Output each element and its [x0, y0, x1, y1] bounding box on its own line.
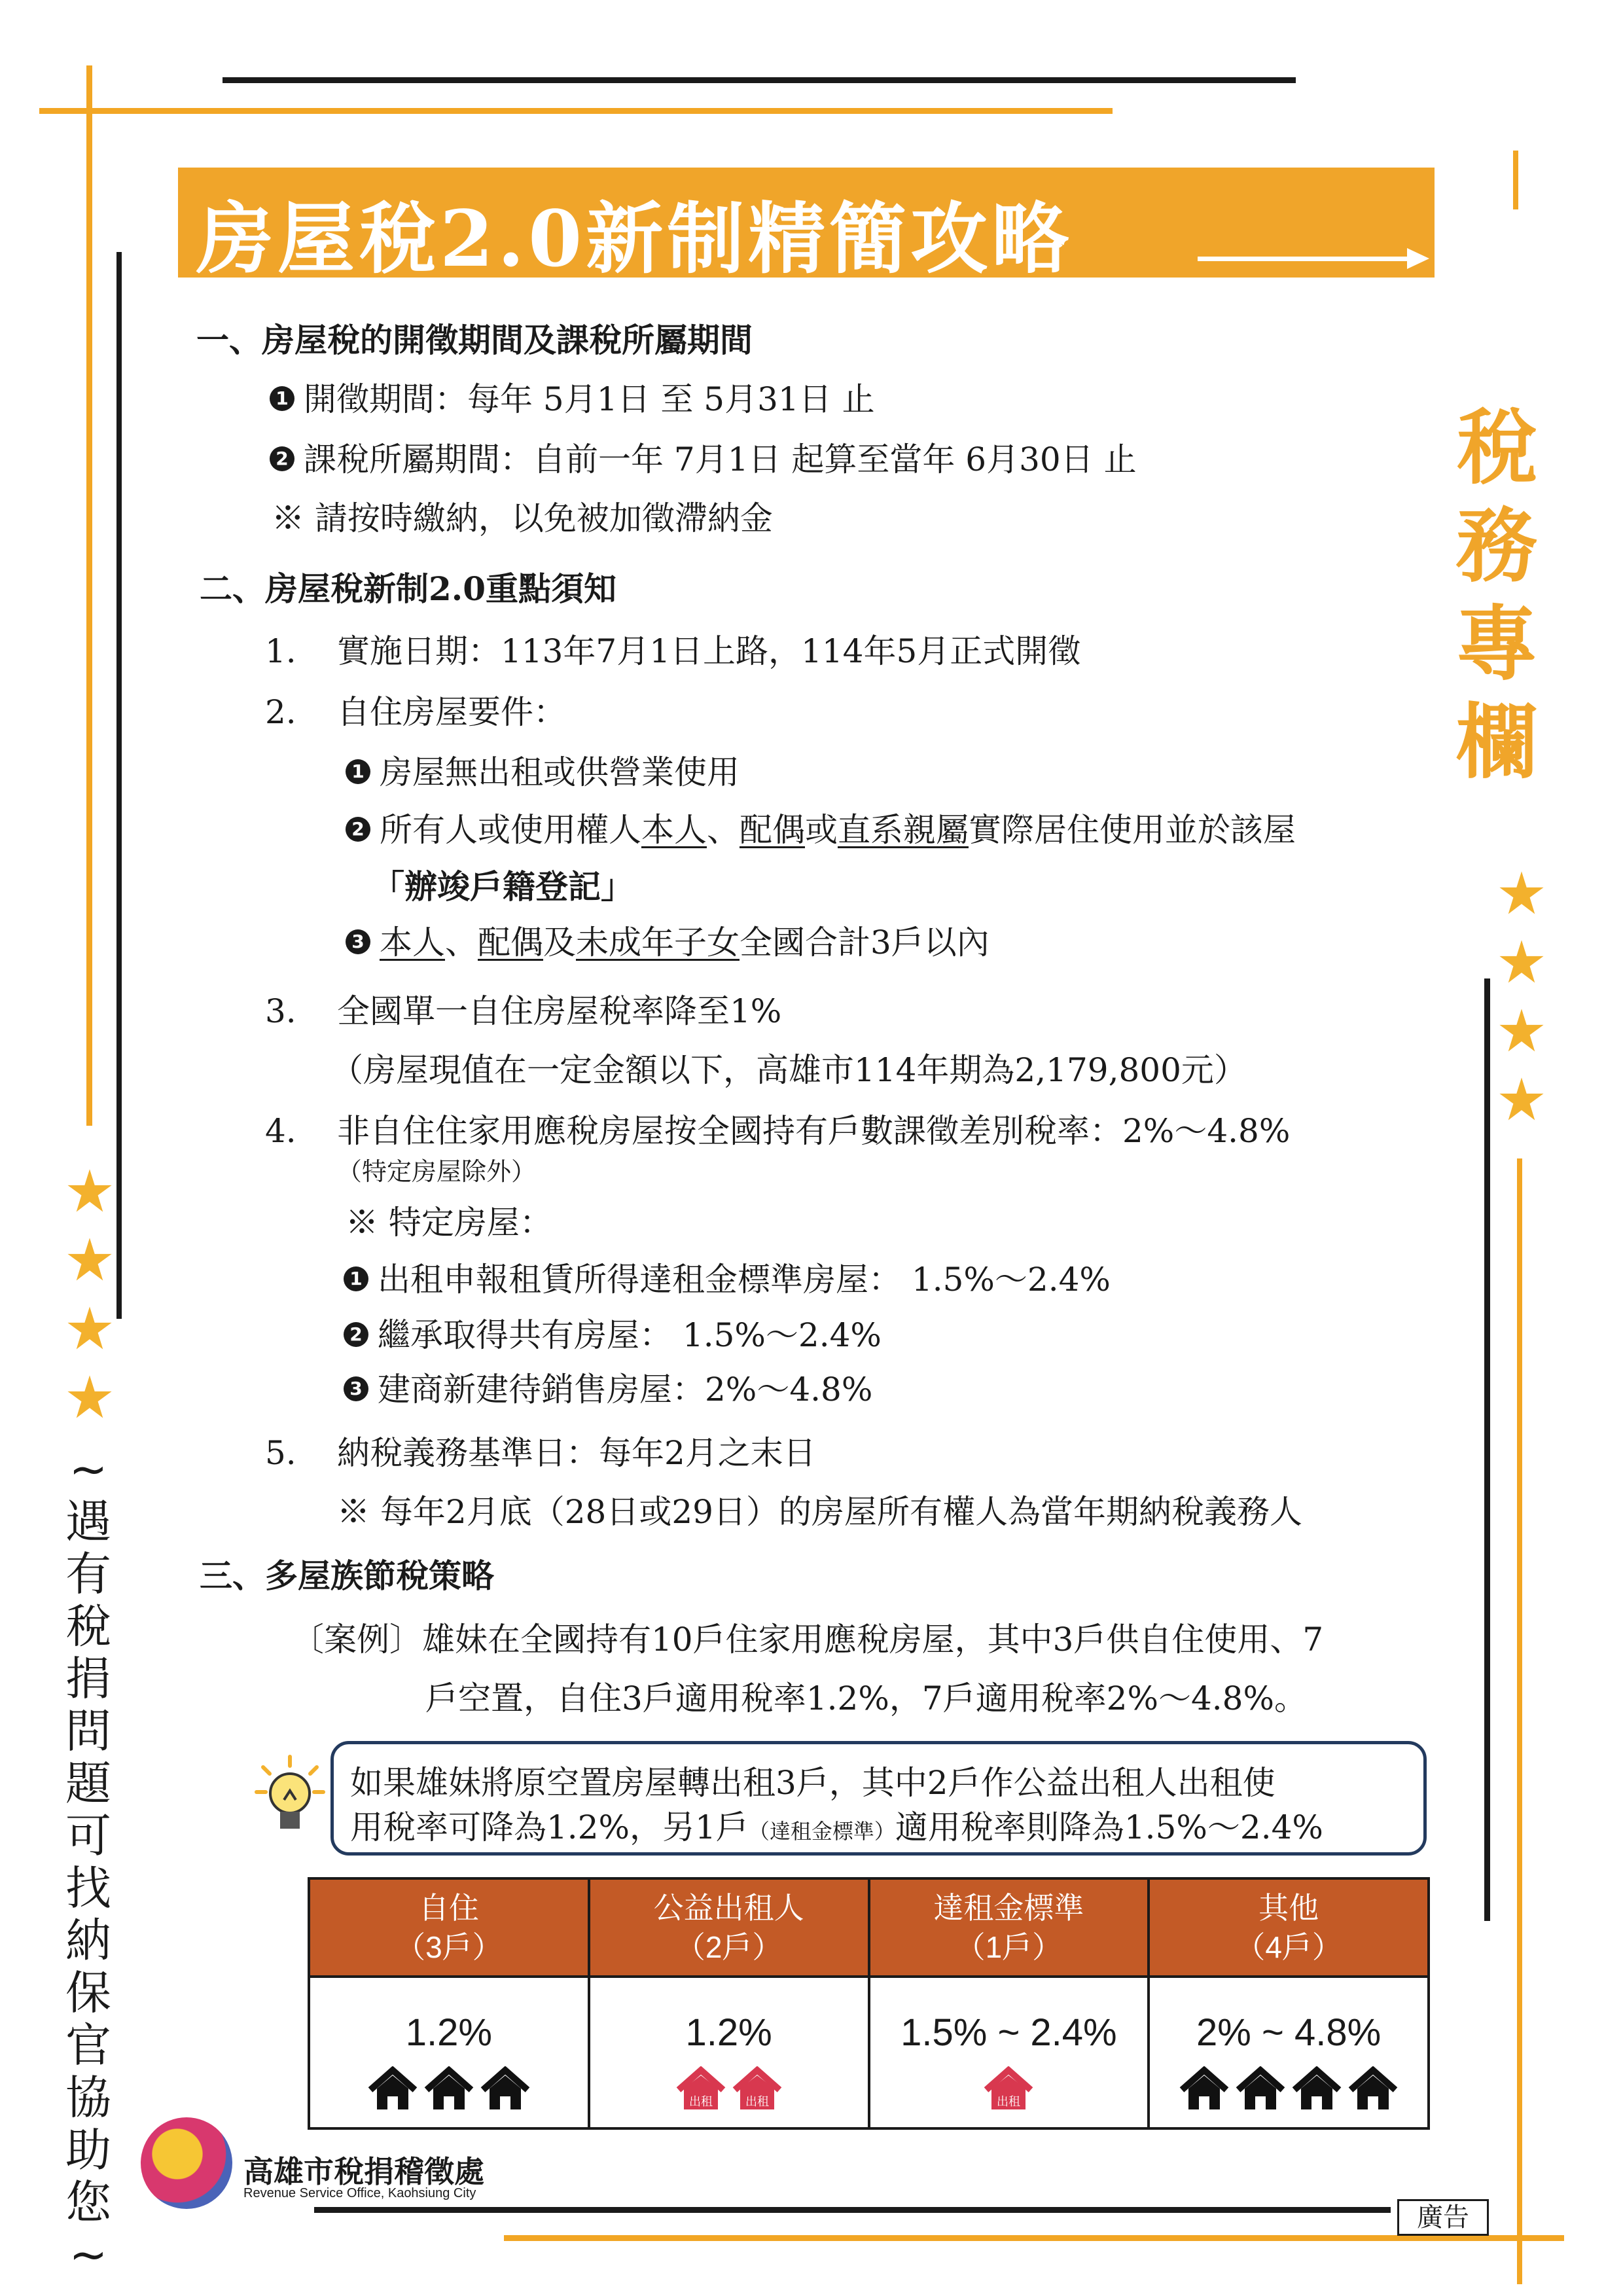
- left-orange-rule: [86, 65, 92, 1126]
- star-icon: [1499, 870, 1544, 916]
- lightbulb-icon: [254, 1754, 326, 1839]
- section1-item1: 1 開徵期間：每年 5月1日 至 5月31日 止: [270, 380, 875, 419]
- section3-heading: 三、多屋族節稅策略: [200, 1556, 494, 1595]
- house-icon: [366, 2066, 419, 2112]
- tax-rate-table: [308, 1877, 1430, 2130]
- left-black-rule: [116, 252, 122, 1319]
- point5-text: 納稅義務基準日：每年2月之末日: [337, 1434, 816, 1472]
- rental-house-icon: [675, 2066, 727, 2112]
- svg-text:出租: 出租: [688, 2095, 713, 2109]
- number-badge: 3: [346, 929, 370, 954]
- point2-text: 自住房屋要件：: [337, 693, 566, 731]
- table-cell: [589, 1977, 869, 2128]
- point4-sub: （特定房屋除外）: [337, 1157, 537, 1186]
- case-line2: 戶空置，自住3戶適用稅率1.2%，7戶適用稅率2%～4.8%。: [425, 1679, 1307, 1717]
- number-badge: 1: [346, 759, 370, 784]
- star-icon: [67, 1306, 113, 1352]
- number-badge: 3: [344, 1376, 368, 1401]
- top-black-rule: [223, 77, 1296, 83]
- star-icon: [1499, 1077, 1544, 1122]
- bottom-orange-rule: [504, 2235, 1564, 2241]
- arrow-right-icon: [1407, 248, 1429, 269]
- case-line1: 〔案例〕雄妹在全國持有10戶住家用應稅房屋，其中3戶供自住使用、7: [291, 1621, 1324, 1659]
- org-name-english: Revenue Service Office, Kaohsiung City: [243, 2186, 476, 2200]
- star-icon: [1499, 939, 1544, 985]
- point5-number: 5.: [265, 1434, 296, 1472]
- rental-house-icon: [731, 2066, 783, 2112]
- number-badge: 2: [270, 446, 294, 471]
- table-cell: [1149, 1977, 1429, 2128]
- point1-number: 1.: [265, 632, 296, 670]
- table-cell: [869, 1977, 1149, 2128]
- section1-note: ※ 請按時繳納，以免被加徵滯納金: [272, 499, 773, 537]
- right-black-rule: [1484, 978, 1490, 1921]
- point2-sub-c: 3 本人、配偶及未成年子女全國合計3戶以內: [346, 923, 990, 962]
- column-title: 稅務專欄: [1455, 401, 1537, 790]
- title-arrow-line: [1198, 257, 1414, 261]
- point1-text: 實施日期：113年7月1日上路，114年5月正式開徵: [337, 632, 1081, 670]
- point3-note: （房屋現值在一定金額以下，高雄市114年期為2,179,800元）: [330, 1051, 1247, 1089]
- top-orange-rule: [39, 108, 1113, 114]
- house-icon: [1234, 2066, 1287, 2112]
- star-icon: [67, 1237, 113, 1283]
- house-icon: [1291, 2066, 1343, 2112]
- point4-sub-a: 1 出租申報租賃所得達租金標準房屋： 1.5%～2.4%: [344, 1260, 1111, 1299]
- number-badge: 1: [270, 386, 294, 411]
- table-header: 達租金標準 （1戶）: [869, 1878, 1149, 1977]
- bottom-black-rule: [314, 2207, 1391, 2213]
- table-cell: [309, 1977, 589, 2128]
- tax-rate: 1.2%: [405, 2011, 492, 2054]
- point4-number: 4.: [265, 1112, 296, 1150]
- org-name: 高雄市稅捐稽徵處: [243, 2154, 484, 2189]
- house-icon: [423, 2066, 475, 2112]
- star-icon: [1499, 1008, 1544, 1054]
- svg-text:出租: 出租: [997, 2095, 1021, 2109]
- page-title: 房屋稅2.0新制精簡攻略: [196, 193, 1073, 284]
- star-icon: [67, 1168, 113, 1214]
- house-icon: [479, 2066, 531, 2112]
- point3-number: 3.: [265, 992, 296, 1030]
- tip-line2: 用稅率可降為1.2%，另1戶（達租金標準）適用稅率則降為1.5%～2.4%: [350, 1808, 1323, 1846]
- number-badge: 1: [344, 1266, 368, 1291]
- point5-note: ※ 每年2月底（28日或29日）的房屋所有權人為當年期納稅義務人: [337, 1493, 1302, 1531]
- point4-note: ※ 特定房屋：: [346, 1204, 552, 1242]
- point2-sub-b-cont: 「辦竣戶籍登記」: [372, 867, 633, 906]
- vertical-slogan: ~遇有稅捐問題可找納保官協助您~: [65, 1443, 111, 2282]
- section1-heading: 一、房屋稅的開徵期間及課稅所屬期間: [196, 321, 753, 359]
- point4-sub-c: 3 建商新建待銷售房屋：2%～4.8%: [344, 1370, 872, 1409]
- point4-sub-b: 2 繼承取得共有房屋： 1.5%～2.4%: [344, 1316, 882, 1355]
- ad-label: 廣告: [1397, 2199, 1489, 2236]
- point4-text: 非自住住家用應稅房屋按全國持有戶數課徵差別稅率：2%～4.8%: [337, 1112, 1291, 1150]
- mascot-logo: [141, 2117, 232, 2209]
- rental-house-icon: [982, 2066, 1035, 2112]
- point3-text: 全國單一自住房屋稅率降至1%: [337, 992, 782, 1030]
- table-header: 自住 （3戶）: [309, 1878, 589, 1977]
- house-icon: [1347, 2066, 1399, 2112]
- table-header: 其他 （4戶）: [1149, 1878, 1429, 1977]
- section2-heading: 二、房屋稅新制2.0重點須知: [200, 569, 616, 608]
- point2-sub-a: 1 房屋無出租或供營業使用: [346, 753, 740, 792]
- tip-line1: 如果雄妹將原空置房屋轉出租3戶，其中2戶作公益出租人出租使: [350, 1764, 1275, 1802]
- number-badge: 2: [344, 1322, 368, 1347]
- star-icon: [67, 1374, 113, 1420]
- number-badge: 2: [346, 817, 370, 842]
- table-header: 公益出租人 （2戶）: [589, 1878, 869, 1977]
- tax-rate: 1.2%: [685, 2011, 772, 2054]
- house-icon: [1178, 2066, 1230, 2112]
- right-orange-top-rule: [1513, 151, 1518, 209]
- point2-sub-b: 2 所有人或使用權人本人、配偶或直系親屬實際居住使用並於該屋: [346, 810, 1296, 850]
- tax-rate: 1.5% ~ 2.4%: [901, 2011, 1117, 2054]
- section1-item2: 2 課稅所屬期間：自前一年 7月1日 起算至當年 6月30日 止: [270, 440, 1137, 479]
- point2-number: 2.: [265, 693, 296, 731]
- tax-rate: 2% ~ 4.8%: [1196, 2011, 1382, 2054]
- right-orange-rule: [1517, 1158, 1522, 2284]
- svg-text:出租: 出租: [745, 2095, 769, 2109]
